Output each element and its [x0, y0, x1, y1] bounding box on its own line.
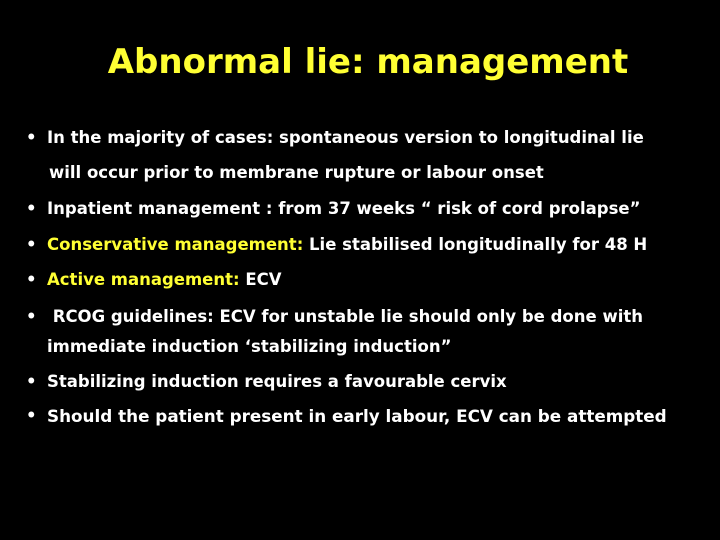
- bullet-dot-icon: •: [26, 235, 37, 254]
- bullet-text-continuation: will occur prior to membrane rupture or labour onset: [49, 163, 544, 182]
- bullet-text: Inpatient management : from 37 weeks “ risk of cord prolapse”: [47, 199, 641, 218]
- bullet-dot-icon: •: [26, 270, 37, 289]
- bullet-text: [47, 235, 647, 254]
- bullet-rest: ECV: [239, 270, 282, 289]
- bullet-dot-icon: •: [26, 372, 37, 391]
- bullet-highlight: Active management:: [47, 270, 240, 289]
- slide-title: Abnormal lie: management: [107, 42, 629, 82]
- bullet-dot-icon: •: [26, 307, 37, 326]
- bullet-highlight: Conservative management:: [47, 235, 304, 254]
- bullet-text: Should the patient present in early labour, ECV can be attempted: [47, 406, 667, 426]
- bullet-text: Stabilizing induction requires a favourable cervix: [47, 372, 507, 391]
- bullet-text-continuation: immediate induction ‘stabilizing induction”: [47, 337, 452, 356]
- bullet-text: In the majority of cases: spontaneous version to longitudinal lie: [47, 128, 644, 147]
- bullet-text: [47, 270, 282, 289]
- bullet-rest: Lie stabilised longitudinally for 48 H: [303, 235, 648, 254]
- bullet-text: RCOG guidelines: ECV for unstable lie should only be done with: [47, 307, 643, 326]
- bullet-dot-icon: •: [26, 199, 37, 218]
- bullet-dot-icon: •: [26, 406, 37, 425]
- bullet-dot-icon: •: [26, 128, 37, 147]
